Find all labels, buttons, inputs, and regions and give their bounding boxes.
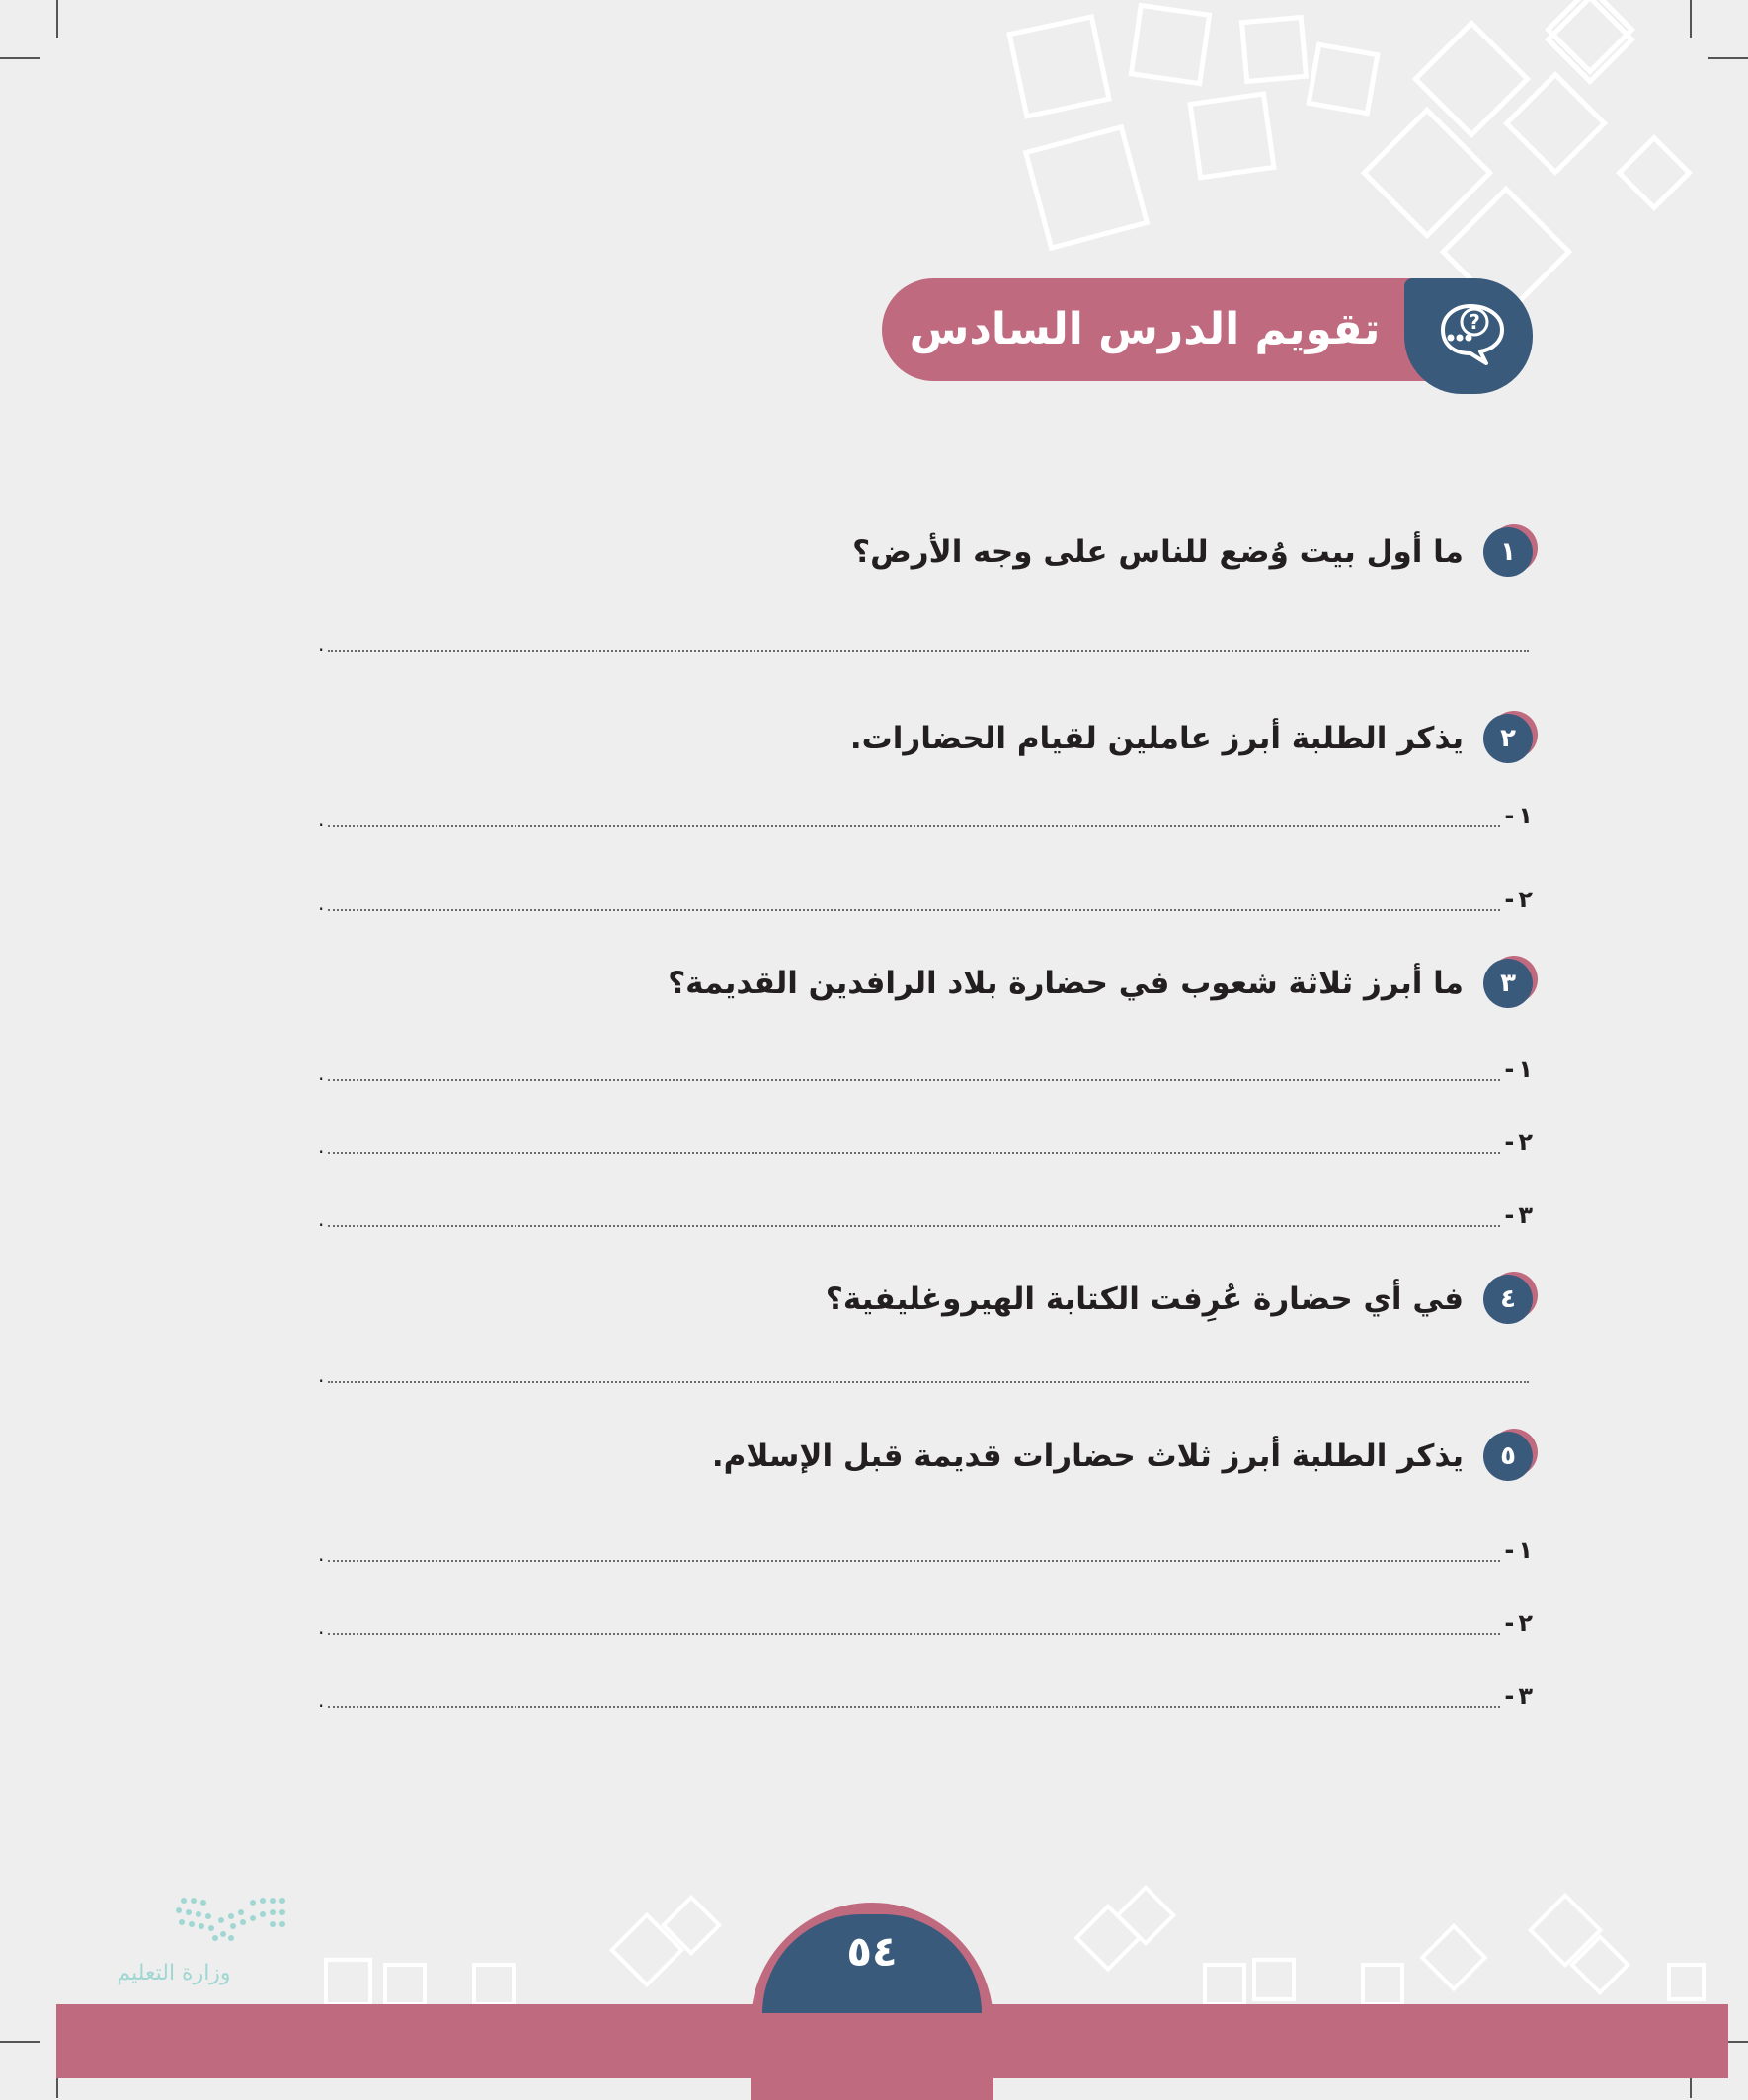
answer-line[interactable] [318, 882, 1533, 915]
answer-label: ٢ [1518, 1128, 1533, 1156]
crop-mark [1690, 0, 1692, 38]
answer-line[interactable] [318, 798, 1533, 831]
question-text: ما أول بيت وُضع للناس على وجه الأرض؟ [852, 534, 1464, 570]
answer-dash: - [1504, 802, 1515, 829]
answer-dash: - [1504, 1055, 1515, 1083]
answer-label: ٢ [1518, 1609, 1533, 1637]
ministry-name: وزارة التعليم [117, 1961, 231, 1985]
answer-line[interactable] [318, 1605, 1533, 1639]
question-number: ٢ [1483, 714, 1533, 763]
line-end-dot: . [318, 1688, 325, 1712]
answer-line[interactable] [318, 1354, 1533, 1387]
question-4 [826, 1270, 1533, 1329]
answer-line[interactable] [318, 1198, 1533, 1231]
answer-label: ١ [1518, 1536, 1533, 1564]
question-3 [668, 954, 1533, 1013]
dotted-line [328, 1613, 1500, 1635]
question-number: ١ [1483, 527, 1533, 577]
dotted-line [328, 1361, 1529, 1383]
ministry-of-education-logo [95, 1891, 322, 2029]
dotted-line [328, 1540, 1500, 1562]
question-text: يذكر الطلبة أبرز ثلاث حضارات قديمة قبل الإسلام. [711, 1439, 1464, 1474]
answer-label: ٢ [1518, 886, 1533, 913]
answer-line[interactable] [318, 622, 1533, 656]
answer-line[interactable] [318, 1532, 1533, 1566]
dotted-line [328, 1686, 1500, 1708]
page-number: ٥٤ [846, 1927, 898, 1976]
line-end-dot: . [318, 892, 325, 915]
answer-line[interactable] [318, 1678, 1533, 1712]
dotted-line [328, 630, 1529, 652]
crop-mark [56, 0, 58, 38]
line-end-dot: . [318, 808, 325, 831]
question-1 [852, 522, 1533, 582]
crop-mark [1708, 57, 1748, 59]
answer-dash: - [1504, 886, 1515, 913]
question-number: ٣ [1483, 959, 1533, 1008]
lesson-title: تقويم الدرس السادس [909, 304, 1381, 354]
dotted-line [328, 890, 1500, 911]
answer-dash: - [1504, 1682, 1515, 1710]
title-icon-tab [1404, 278, 1533, 394]
line-end-dot: . [318, 1061, 325, 1085]
question-text: يذكر الطلبة أبرز عاملين لقيام الحضارات. [849, 721, 1464, 756]
answer-dash: - [1504, 1128, 1515, 1156]
crop-mark [0, 57, 40, 59]
question-chat-bubble-icon [1431, 298, 1508, 369]
answer-dash: - [1504, 1536, 1515, 1564]
dotted-line [328, 1206, 1500, 1227]
line-end-dot: . [318, 1207, 325, 1231]
question-text: ما أبرز ثلاثة شعوب في حضارة بلاد الرافدين القديمة؟ [668, 966, 1464, 1001]
line-end-dot: . [318, 632, 325, 656]
answer-label: ١ [1518, 1055, 1533, 1083]
answer-label: ١ [1518, 802, 1533, 829]
answer-line[interactable] [318, 1051, 1533, 1085]
crop-mark [0, 2041, 40, 2043]
dotted-line [328, 806, 1500, 827]
answer-label: ٣ [1518, 1202, 1533, 1229]
question-2 [850, 709, 1533, 768]
line-end-dot: . [318, 1134, 325, 1158]
question-5 [712, 1427, 1533, 1486]
answer-line[interactable] [318, 1125, 1533, 1158]
answer-dash: - [1504, 1609, 1515, 1637]
question-number: ٤ [1483, 1275, 1533, 1324]
answer-dash: - [1504, 1202, 1515, 1229]
answer-label: ٣ [1518, 1682, 1533, 1710]
dotted-line [328, 1059, 1500, 1081]
question-text: في أي حضارة عُرِفت الكتابة الهيروغليفية؟ [825, 1282, 1464, 1317]
line-end-dot: . [318, 1615, 325, 1639]
dotted-line [328, 1132, 1500, 1154]
question-number: ٥ [1483, 1432, 1533, 1481]
line-end-dot: . [318, 1542, 325, 1566]
svg-text:?: ? [1469, 310, 1480, 334]
line-end-dot: . [318, 1363, 325, 1387]
